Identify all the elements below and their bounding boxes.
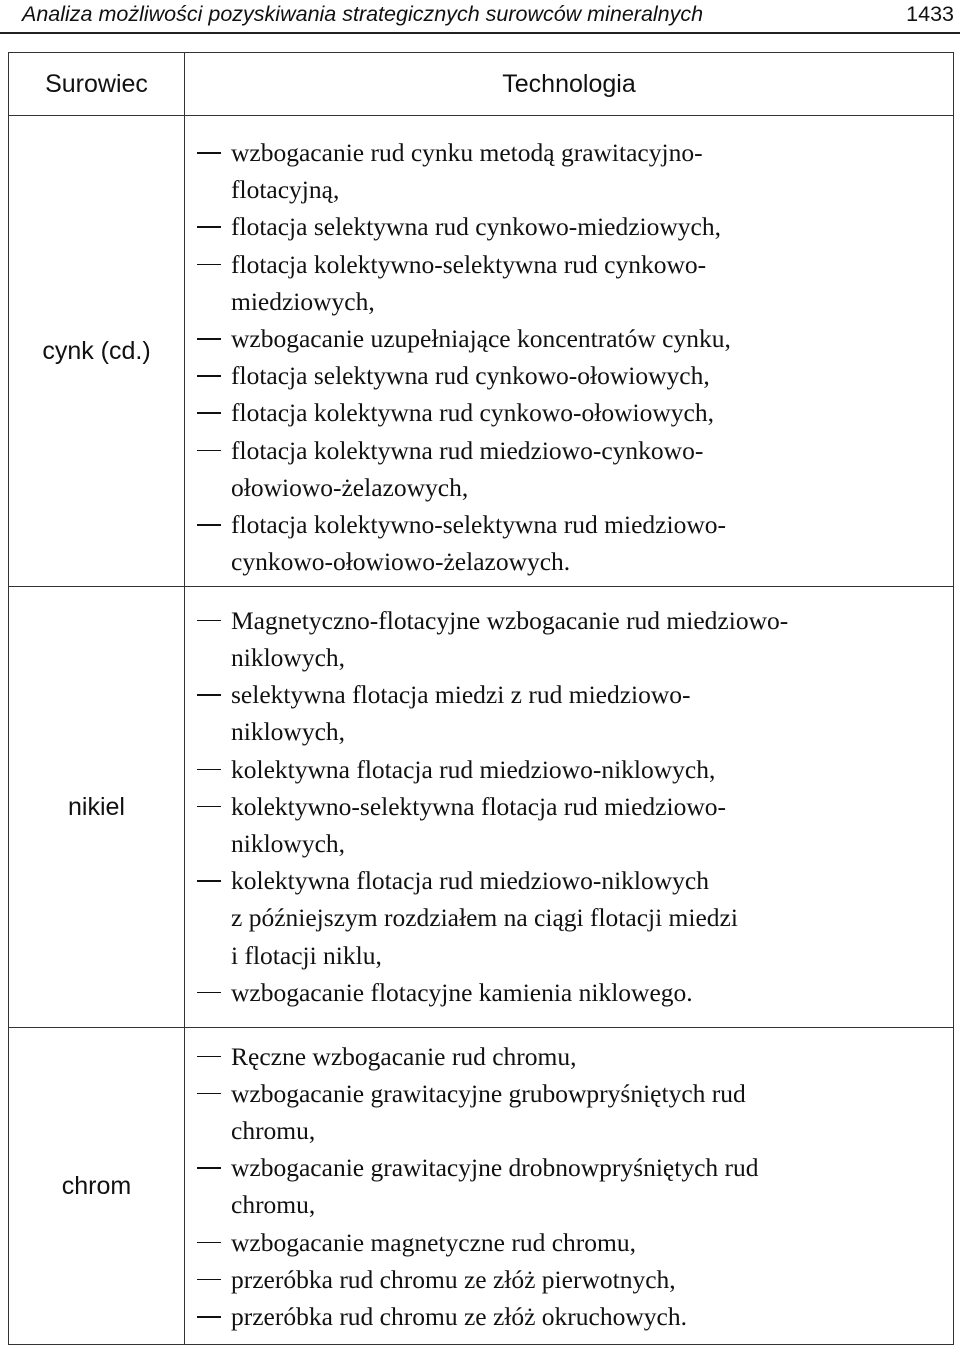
technology-item — [185, 788, 953, 862]
technology-item-line: flotacja kolektywno-selektywna rud cynkowo- — [231, 249, 707, 279]
technology-item-line: kolektywna flotacja rud miedziowo-niklowych — [231, 866, 709, 896]
technology-list — [185, 1034, 953, 1340]
technology-item-line: wzbogacanie flotacyjne kamienia niklowego. — [231, 977, 693, 1007]
column-header-technologia: Technologia — [185, 53, 954, 116]
technology-item-line: flotacyjną, — [231, 175, 340, 205]
technology-item-line: kolektywno-selektywna flotacja rud miedziowo- — [231, 791, 726, 821]
table-row — [9, 587, 954, 1028]
technology-item — [185, 394, 953, 431]
technology-item — [185, 1149, 953, 1223]
mineral-cell: chrom — [9, 1028, 185, 1345]
technology-item-line: niklowych, — [231, 829, 346, 859]
dash-bullet-icon — [197, 620, 221, 622]
column-header-surowiec: Surowiec — [9, 53, 185, 116]
dash-bullet-icon — [197, 1056, 221, 1058]
dash-bullet-icon — [197, 1316, 221, 1318]
dash-bullet-icon — [197, 1242, 221, 1244]
dash-bullet-icon — [197, 694, 221, 696]
technology-item-line: wzbogacanie grawitacyjne grubowpryśniętych rud — [231, 1078, 746, 1108]
technology-cell — [185, 587, 954, 1028]
dash-bullet-icon — [197, 152, 221, 154]
mineral-cell: cynk (cd.) — [9, 116, 185, 587]
page-number: 1433 — [906, 2, 954, 26]
technology-item-line: flotacja kolektywna rud miedziowo-cynkowo- — [231, 435, 704, 465]
technology-item — [185, 862, 953, 974]
technology-item — [185, 320, 953, 357]
technology-item-line: chromu, — [231, 1190, 316, 1220]
technology-item — [185, 1261, 953, 1298]
technology-list — [185, 600, 953, 1015]
technology-item-line: i flotacji niklu, — [231, 940, 382, 970]
dash-bullet-icon — [197, 226, 221, 228]
technology-item-line: niklowych, — [231, 717, 346, 747]
technology-item-line: miedziowych, — [231, 286, 375, 316]
table-row — [9, 116, 954, 587]
dash-bullet-icon — [197, 375, 221, 377]
technology-item — [185, 974, 953, 1011]
technology-item — [185, 432, 953, 506]
dash-bullet-icon — [197, 338, 221, 340]
technology-cell — [185, 116, 954, 587]
dash-bullet-icon — [197, 1167, 221, 1169]
technology-item-line: flotacja kolektywno-selektywna rud miedziowo- — [231, 510, 726, 540]
technology-item-line: wzbogacanie grawitacyjne drobnowpryśniętych rud — [231, 1153, 759, 1183]
technology-item — [185, 676, 953, 750]
technology-item — [185, 246, 953, 320]
technology-table — [8, 52, 954, 1345]
technology-item — [185, 357, 953, 394]
technology-item-line: wzbogacanie magnetyczne rud chromu, — [231, 1227, 636, 1257]
technology-item — [185, 1224, 953, 1261]
technology-item — [185, 1038, 953, 1075]
technology-item — [185, 751, 953, 788]
technology-item-line: cynkowo-ołowiowo-żelazowych. — [231, 547, 571, 577]
dash-bullet-icon — [197, 1279, 221, 1281]
page-header — [0, 0, 960, 34]
technology-item — [185, 134, 953, 208]
technology-item — [185, 602, 953, 676]
technology-item-line: kolektywna flotacja rud miedziowo-niklowych, — [231, 754, 716, 784]
technology-item — [185, 1075, 953, 1149]
dash-bullet-icon — [197, 412, 221, 414]
dash-bullet-icon — [197, 1093, 221, 1095]
dash-bullet-icon — [197, 806, 221, 808]
dash-bullet-icon — [197, 524, 221, 526]
dash-bullet-icon — [197, 450, 221, 452]
running-title: Analiza możliwości pozyskiwania strategicznych surowców mineralnych — [22, 2, 704, 26]
technology-cell — [185, 1028, 954, 1345]
technology-item-line: Magnetyczno-flotacyjne wzbogacanie rud miedziowo- — [231, 605, 789, 635]
technology-item-line: niklowych, — [231, 643, 346, 673]
technology-item-line: przeróbka rud chromu ze złóż okruchowych. — [231, 1302, 687, 1332]
technology-item-line: Ręczne wzbogacanie rud chromu, — [231, 1041, 577, 1071]
table-row — [9, 1028, 954, 1345]
table-header-row — [9, 53, 954, 116]
technology-item — [185, 506, 953, 580]
technology-item-line: przeróbka rud chromu ze złóż pierwotnych, — [231, 1264, 676, 1294]
technology-item-line: chromu, — [231, 1116, 316, 1146]
mineral-cell: nikiel — [9, 587, 185, 1028]
technology-item-line: flotacja selektywna rud cynkowo-miedziowych, — [231, 212, 722, 242]
technology-list — [185, 116, 953, 586]
dash-bullet-icon — [197, 769, 221, 771]
technology-item — [185, 1298, 953, 1335]
technology-item-line: z późniejszym rozdziałem na ciągi flotacji miedzi — [231, 903, 738, 933]
technology-item-line: selektywna flotacja miedzi z rud miedziowo- — [231, 680, 691, 710]
technology-item — [185, 208, 953, 245]
technology-item-line: wzbogacanie uzupełniające koncentratów cynku, — [231, 324, 731, 354]
technology-item-line: flotacja kolektywna rud cynkowo-ołowiowych, — [231, 398, 714, 428]
dash-bullet-icon — [197, 264, 221, 266]
dash-bullet-icon — [197, 992, 221, 994]
technology-item-line: flotacja selektywna rud cynkowo-ołowiowych, — [231, 361, 710, 391]
technology-item-line: wzbogacanie rud cynku metodą grawitacyjno- — [231, 138, 703, 167]
dash-bullet-icon — [197, 880, 221, 882]
technology-item-line: ołowiowo-żelazowych, — [231, 472, 469, 502]
